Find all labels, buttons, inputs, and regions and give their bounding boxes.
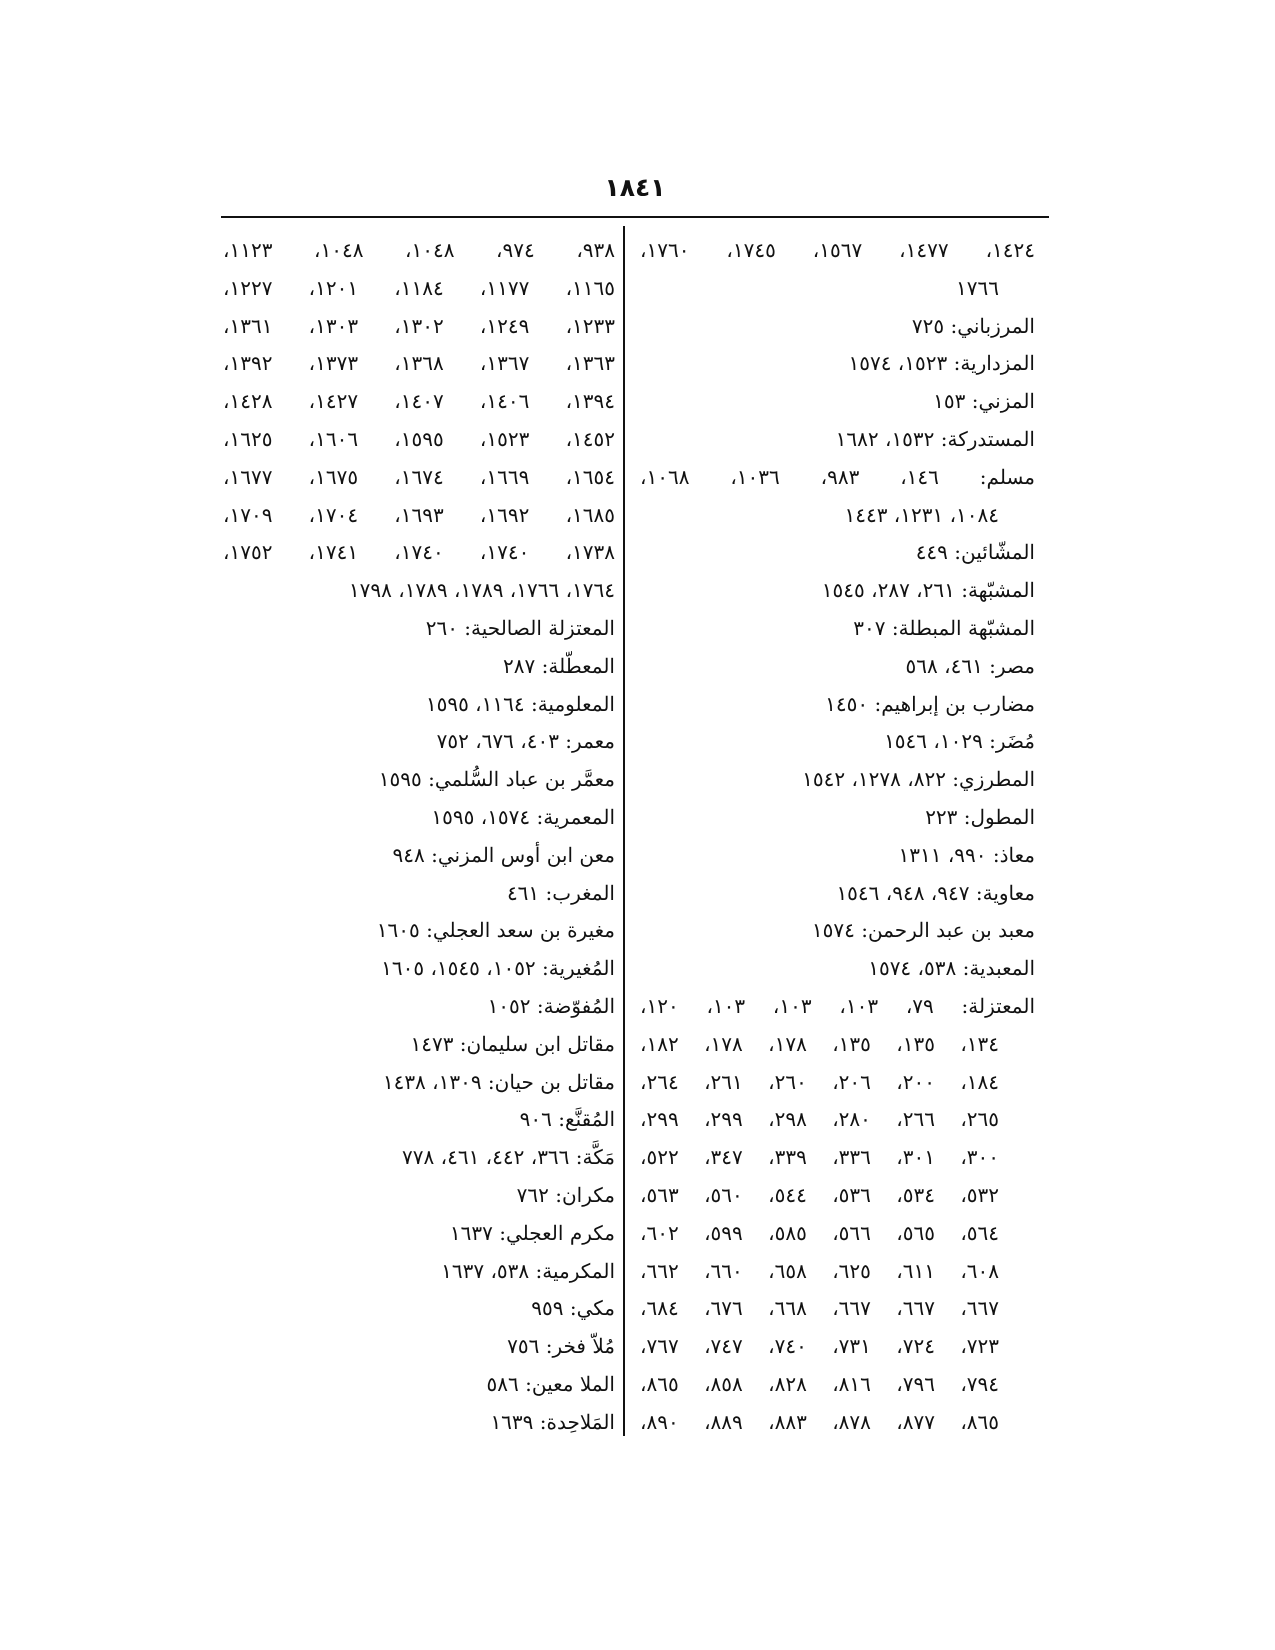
index-entry-line: ١٣٤، ١٣٥، ١٣٥، ١٧٨، ١٧٨، ١٨٢،	[640, 1031, 1000, 1056]
index-entry-line: ٧٢٣، ٧٢٤، ٧٣١، ٧٤٠، ٧٤٧، ٧٦٧،	[640, 1334, 1000, 1359]
index-entry-line: ٢٦٥، ٢٦٦، ٢٨٠، ٢٩٨، ٢٩٩، ٢٩٩،	[640, 1107, 1000, 1132]
index-entry-line: ١٢٣٣، ١٢٤٩، ١٣٠٢، ١٣٠٣، ١٣٦١،	[223, 313, 615, 338]
index-entry-line: المطول: ٢٢٣	[925, 804, 1035, 829]
index-entry-line: مصر: ٤٦١، ٥٦٨	[905, 653, 1035, 678]
index-entry-line: ٦٠٨، ٦١١، ٦٢٥، ٦٥٨، ٦٦٠، ٦٦٢،	[640, 1258, 1000, 1283]
index-entry-line: المزني: ١٥٣	[933, 389, 1035, 414]
index-entry-line: ١٤٥٢، ١٥٢٣، ١٥٩٥، ١٦٠٦، ١٦٢٥،	[223, 426, 615, 451]
index-entry-line: المُغيرية: ١٠٥٢، ١٥٤٥، ١٦٠٥	[381, 956, 615, 981]
header-rule	[221, 216, 1049, 218]
index-entry-line: المُقنَّع: ٩٠٦	[519, 1107, 615, 1132]
index-entry-line: مسلم: ١٤٦، ٩٨٣، ١٠٣٦، ١٠٦٨،	[640, 464, 1036, 489]
index-entry-line: المشبّهة: ٢٦١، ٢٨٧، ١٥٤٥	[821, 578, 1035, 603]
index-entry-line: المرزباني: ٧٢٥	[911, 313, 1035, 338]
index-entry-line: معاذ: ٩٩٠، ١٣١١	[898, 842, 1035, 867]
index-entry-line: مقاتل ابن سليمان: ١٤٧٣	[410, 1031, 615, 1056]
index-entry-line: معمر: ٤٠٣، ٦٧٦، ٧٥٢	[436, 729, 615, 754]
index-entry-line: المعلومية: ١١٦٤، ١٥٩٥	[425, 691, 615, 716]
index-entry-line: معمَّر بن عباد السُّلمي: ١٥٩٥	[378, 767, 615, 792]
index-entry-line: ١٦٨٥، ١٦٩٢، ١٦٩٣، ١٧٠٤، ١٧٠٩،	[223, 502, 615, 527]
index-entry-line: ٩٣٨، ٩٧٤، ١٠٤٨، ١٠٤٨، ١١٢٣،	[223, 238, 616, 262]
index-entry-line: مكرم العجلي: ١٦٣٧	[449, 1220, 615, 1245]
index-entry-line: ١٨٤، ٢٠٠، ٢٠٦، ٢٦٠، ٢٦١، ٢٦٤،	[640, 1069, 1000, 1094]
index-entry-line: معبد بن عبد الرحمن: ١٥٧٤	[811, 918, 1035, 943]
index-entry-line: المعتزلة الصالحية: ٢٦٠	[425, 615, 615, 640]
index-entry-line: ١١٦٥، ١١٧٧، ١١٨٤، ١٢٠١، ١٢٢٧،	[223, 275, 615, 300]
index-entry-line: مُضَر: ١٠٢٩، ١٥٤٦	[884, 729, 1035, 754]
index-entry-line: ١٠٨٤، ١٢٣١، ١٤٤٣	[844, 502, 999, 527]
index-entry-line: المشبّهة المبطلة: ٣٠٧	[853, 615, 1035, 640]
index-entry-line: مُلاّ فخر: ٧٥٦	[507, 1334, 615, 1359]
index-entry-line: المعبدية: ٥٣٨، ١٥٧٤	[868, 956, 1035, 981]
index-entry-line: مغيرة بن سعد العجلي: ١٦٠٥	[376, 918, 615, 943]
index-entry-line: المُفوّضة: ١٠٥٢	[487, 993, 615, 1018]
page-number: ١٨٤١	[604, 173, 666, 202]
index-entry-line: ١٣٦٣، ١٣٦٧، ١٣٦٨، ١٣٧٣، ١٣٩٢،	[223, 351, 615, 376]
index-entry-line: معن ابن أوس المزني: ٩٤٨	[392, 842, 615, 867]
index-entry-line: الملا معين: ٥٨٦	[486, 1371, 615, 1396]
index-entry-line: المستدركة: ١٥٣٢، ١٦٨٢	[835, 426, 1035, 451]
index-entry-line: المزدارية: ١٥٢٣، ١٥٧٤	[848, 351, 1035, 376]
index-entry-line: معاوية: ٩٤٧، ٩٤٨، ١٥٤٦	[836, 880, 1035, 905]
index-entry-line: ١٧٦٤، ١٧٦٦، ١٧٨٩، ١٧٨٩، ١٧٩٨	[348, 578, 615, 603]
index-column-left	[223, 232, 615, 1442]
index-entry-line: ٥٣٢، ٥٣٤، ٥٣٦، ٥٤٤، ٥٦٠، ٥٦٣،	[640, 1182, 1000, 1207]
index-entry-line: المعمرية: ١٥٧٤، ١٥٩٥	[431, 804, 615, 829]
index-entry-line: مضارب بن إبراهيم: ١٤٥٠	[825, 691, 1035, 716]
index-entry-line: ١٧٦٦	[956, 275, 999, 300]
index-entry-line: ١٦٥٤، ١٦٦٩، ١٦٧٤، ١٦٧٥، ١٦٧٧،	[223, 464, 615, 489]
index-entry-line: ٦٦٧، ٦٦٧، ٦٦٧، ٦٦٨، ٦٧٦، ٦٨٤،	[640, 1296, 1000, 1321]
index-entry-line: المعطّلة: ٢٨٧	[503, 653, 615, 678]
index-entry-line: ١٣٩٤، ١٤٠٦، ١٤٠٧، ١٤٢٧، ١٤٢٨،	[223, 389, 615, 414]
index-entry-line: ٥٦٤، ٥٦٥، ٥٦٦، ٥٨٥، ٥٩٩، ٦٠٢،	[640, 1220, 1000, 1245]
index-entry-line: المغرب: ٤٦١	[506, 880, 615, 905]
index-entry-line: المَلاحِدة: ١٦٣٩	[490, 1409, 615, 1434]
index-entry-line: مكي: ٩٥٩	[531, 1296, 615, 1321]
column-divider	[623, 226, 625, 1436]
index-entry-line: ١٧٣٨، ١٧٤٠، ١٧٤٠، ١٧٤١، ١٧٥٢،	[223, 540, 615, 565]
index-entry-line: مكران: ٧٦٢	[516, 1182, 615, 1207]
index-entry-line: ٣٠٠، ٣٠١، ٣٣٦، ٣٣٩، ٣٤٧، ٥٢٢،	[640, 1145, 1000, 1170]
index-entry-line: ١٤٢٤، ١٤٧٧، ١٥٦٧، ١٧٤٥، ١٧٦٠،	[640, 238, 1035, 262]
index-entry-line: المكرمية: ٥٣٨، ١٦٣٧	[441, 1258, 615, 1283]
index-entry-line: المشّائين: ٤٤٩	[915, 540, 1035, 565]
index-entry-line: ٧٩٤، ٧٩٦، ٨١٦، ٨٢٨، ٨٥٨، ٨٦٥،	[640, 1371, 1000, 1396]
index-entry-line: ٨٦٥، ٨٧٧، ٨٧٨، ٨٨٣، ٨٨٩، ٨٩٠،	[640, 1409, 1000, 1434]
index-entry-line: مَكَّة: ٣٦٦، ٤٤٢، ٤٦١، ٧٧٨	[402, 1145, 615, 1170]
index-column-right	[640, 232, 1035, 1442]
index-entry-line: المطرزي: ٨٢٢، ١٢٧٨، ١٥٤٢	[802, 767, 1035, 792]
index-entry-line: المعتزلة: ٧٩، ١٠٣، ١٠٣، ١٠٣، ١٢٠،	[640, 993, 1036, 1018]
index-entry-line: مقاتل بن حيان: ١٣٠٩، ١٤٣٨	[382, 1069, 615, 1094]
